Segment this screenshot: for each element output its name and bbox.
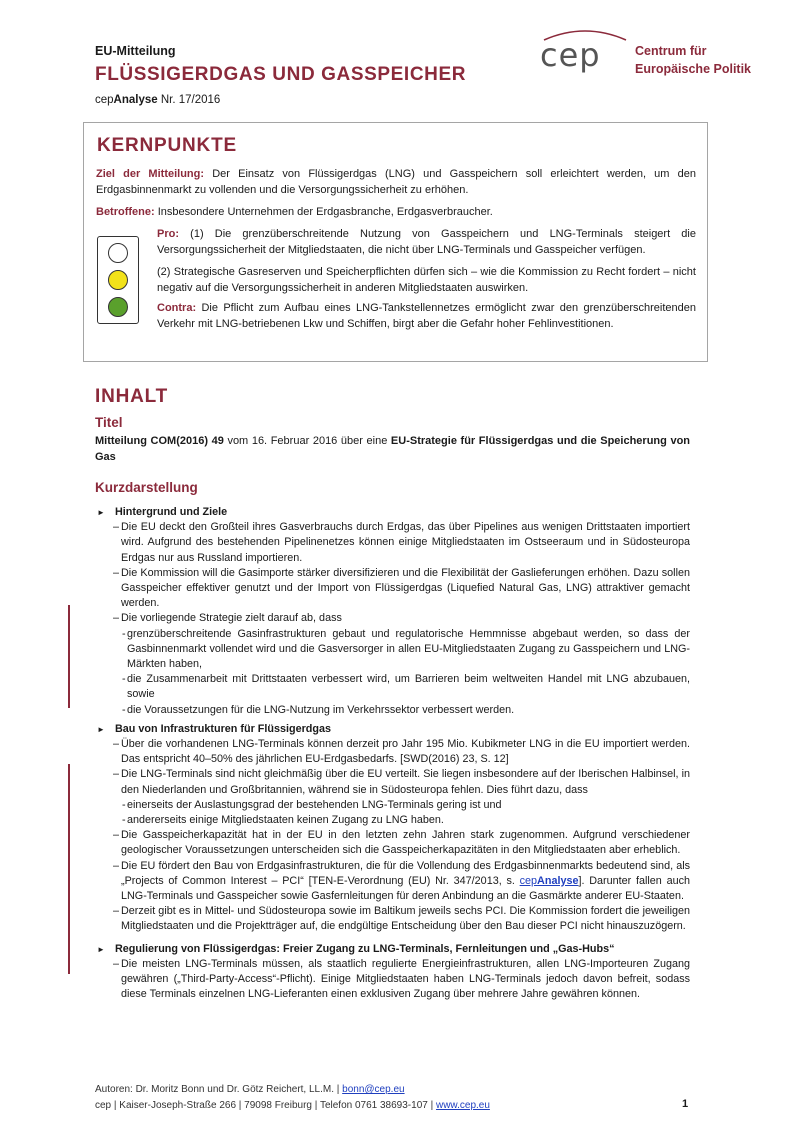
contra-paragraph [157,301,696,332]
kernpunkte-box [83,122,708,362]
traffic-light-middle-lamp [108,270,128,290]
sub-list-item: - grenzüberschreitende Gasinfrastrukturen gebaut und regulatorische Hemmnisse abgebaut werden, so dass der Gasbinnenmarkt vollendet wird und die Gasversorger in allen EU-Mitgliedstaaten Zugang zu Gasspeichern und LNG-Märkten haben, [95,627,690,673]
document-title: FLÜSSIGERDGAS UND GASSPEICHER [95,64,467,85]
footer-authors-line [95,1082,695,1098]
series-number: Nr. 17/2016 [157,94,221,106]
cep-link-name: Analyse [537,874,579,887]
cep-logo [540,32,760,82]
pro-label: Pro: [157,228,179,240]
inhalt-title: INHALT [95,386,169,407]
titel-heading: Titel [95,415,123,430]
list-item: – Die EU deckt den Großteil ihres Gasverbrauchs durch Erdgas, das über Pipelines aus wenigen Drittstaaten importiert wird. Aufgrund des bestehenden Pipelinenetzes können einige Mitgliedstaaten im Ostseeraum und in Südosteuropa Erdgas nur aus Russland importieren. [95,520,690,566]
document-kicker: EU-Mitteilung [95,44,176,58]
kernpunkte-title: KERNPUNKTE [97,135,237,156]
pro-paragraph-1 [157,227,696,258]
footer [95,1082,695,1114]
list-item: – Die Gasspeicherkapazität hat in der EU in den letzten zehn Jahren stark zugenommen. Aufgrund verschiedener geologischer Voraussetzungen unterscheiden sich die Gasspeicherkapazitäten in den Mitgliedstaaten aber erheblich. [95,828,690,858]
sub-list-item: - die Zusammenarbeit mit Drittstaaten verbessert wird, um Barrieren beim weltweiten Handel mit LNG abzubauen, sowie [95,672,690,702]
traffic-light-bottom-lamp [108,297,128,317]
series-prefix: cep [95,94,114,106]
list-item: – Die vorliegende Strategie zielt darauf ab, dass [95,611,690,626]
footer-email-link[interactable]: bonn@cep.eu [342,1084,405,1095]
contra-text: Die Pflicht zum Aufbau eines LNG-Tankstellennetzes ermöglicht zwar den grenzüberschreitenden Verkehr mit LNG-betriebenen Lkw und Schiffen, birgt aber die Gefahr hoher Fehlinvestitionen. [157,302,696,330]
cep-link-prefix: cep [519,874,538,887]
footer-address: cep | Kaiser-Joseph-Straße 266 | 79098 Freiburg | Telefon 0761 38693-107 | [95,1100,436,1111]
pci-text-end: ]. Darunter fallen auch LNG-Terminals und Gasspeicher sowie Gasfernleitungen für deren Anbindung an die Gasmärkte anderer EU-Staaten. [121,874,690,903]
section-heading: ► Bau von Infrastrukturen für Flüssigerdgas [95,722,690,737]
pro-text-1: (1) Die grenzüberschreitende Nutzung von Gasspeichern und LNG-Terminals steigert die Versorgungssicherheit der Mitgliedstaaten, die nicht über LNG-Terminals und Gasspeicher verfügen. [157,228,696,256]
footer-address-line [95,1098,695,1114]
series-name: Analyse [113,94,158,106]
page-number: 1 [682,1098,689,1110]
change-bar [68,764,70,974]
kurzdarstellung-content [95,505,690,1003]
list-item: – Derzeit gibt es in Mittel- und Südosteuropa sowie im Baltikum jeweils sechs PCI. Die Kommission fordert die jeweiligen Mitgliedstaaten und die Projektträger auf, die endgültige Entscheidung über den Bau dieser PCI nicht hinauszuzögern. [95,904,690,934]
sub-list-item: - die Voraussetzungen für die LNG-Nutzung im Verkehrssektor verbessert werden. [95,703,690,718]
logo-line-2: Europäische Politik [635,62,752,76]
list-item [95,859,690,905]
ziel-paragraph [96,167,696,198]
titel-strategy-name: EU-Strategie für Flüssigerdgas und die Speicherung von Gas [95,435,691,463]
sub-list-item: - andererseits einige Mitgliedstaaten keinen Zugang zu LNG haben. [95,813,690,828]
traffic-light-top-lamp [108,243,128,263]
list-item: – Die Kommission will die Gasimporte stärker diversifizieren und die Flexibilität der Gaslieferungen erhöhen. Dazu sollen Gasspeicher effektiver genutzt und der Import von Flüssigerdgas (Liquefied Natural Gas, LNG) attraktiver gemacht werden. [95,566,690,612]
ziel-text: Der Einsatz von Flüssigerdgas (LNG) und Gasspeichern soll erleichtert werden, um den Erdgasbinnenmarkt zu vollenden und die Versorgungssicherheit zu erhöhen. [96,168,697,196]
logo-wordmark: cep [540,36,601,74]
logo-org-name [635,42,751,78]
sub-list-item: - einerseits der Auslastungsgrad der bestehenden LNG-Terminals gering ist und [95,798,690,813]
section-heading: ► Regulierung von Flüssigerdgas: Freier Zugang zu LNG-Terminals, Fernleitungen und „Gas-Hubs“ [95,942,690,957]
list-item: – Die meisten LNG-Terminals müssen, als staatlich regulierte Energieinfrastrukturen, allen LNG-Importeuren Zugang gewähren („Third-Party-Access“-Pflicht). Einige Mitgliedstaaten haben LNG-Terminals jedoch davon befreit, sodass diese Terminals einzelnen LNG-Lieferanten einen exklusiven Zugang über mehrere Jahre gewähren können. [95,957,690,1003]
betroffene-text: Insbesondere Unternehmen der Erdgasbranche, Erdgasverbraucher. [154,206,493,218]
traffic-light-icon [97,236,139,324]
logo-line-1: Centrum für [635,44,707,58]
ziel-label: Ziel der Mitteilung: [96,168,205,180]
footer-authors: Autoren: Dr. Moritz Bonn und Dr. Götz Reichert, LL.M. | [95,1084,343,1095]
footer-web-link[interactable]: www.cep.eu [435,1100,490,1111]
cep-analyse-link[interactable] [520,875,579,887]
betroffene-paragraph [96,205,696,221]
titel-doc-ref: Mitteilung COM(2016) 49 [95,435,224,447]
contra-label: Contra: [157,302,197,314]
list-item: – Die LNG-Terminals sind nicht gleichmäßig über die EU verteilt. Sie liegen insbesondere auf der Iberischen Halbinsel, in den Niederlanden und Großbritannien, während sie in Südosteuropa fehlen. Dies führt dazu, dass [95,767,690,797]
betroffene-label: Betroffene: [96,206,155,218]
pro-paragraph-2: (2) Strategische Gasreserven und Speicherpflichten dürfen sich – wie die Kommission zu Recht fordert – nicht negativ auf die Versorgungssicherheit in anderen Mitgliedstaaten auswirken. [157,266,696,294]
pci-text-start: Die EU fördert den Bau von Erdgasinfrastrukturen, die für die Vollendung des Erdgasbinnenmarkts bedeutend sind, als „Projects of Common Interest – PCI“ [TEN-E-Verordnung (EU) Nr. 347/2013, s. [121,859,690,887]
change-bar [68,605,70,708]
titel-connector: vom 16. Februar 2016 über eine [223,435,391,447]
titel-paragraph [95,434,690,465]
list-item: – Über die vorhandenen LNG-Terminals können derzeit pro Jahr 195 Mio. Kubikmeter LNG in die EU importiert werden. Das entspricht 40–50% des jährlichen EU-Erdgasbedarfs. [SWD(2016) 23, S. 12] [95,737,690,767]
series-label [95,94,220,106]
section-heading: ► Hintergrund und Ziele [95,505,690,520]
kurzdarstellung-heading: Kurzdarstellung [95,480,198,495]
